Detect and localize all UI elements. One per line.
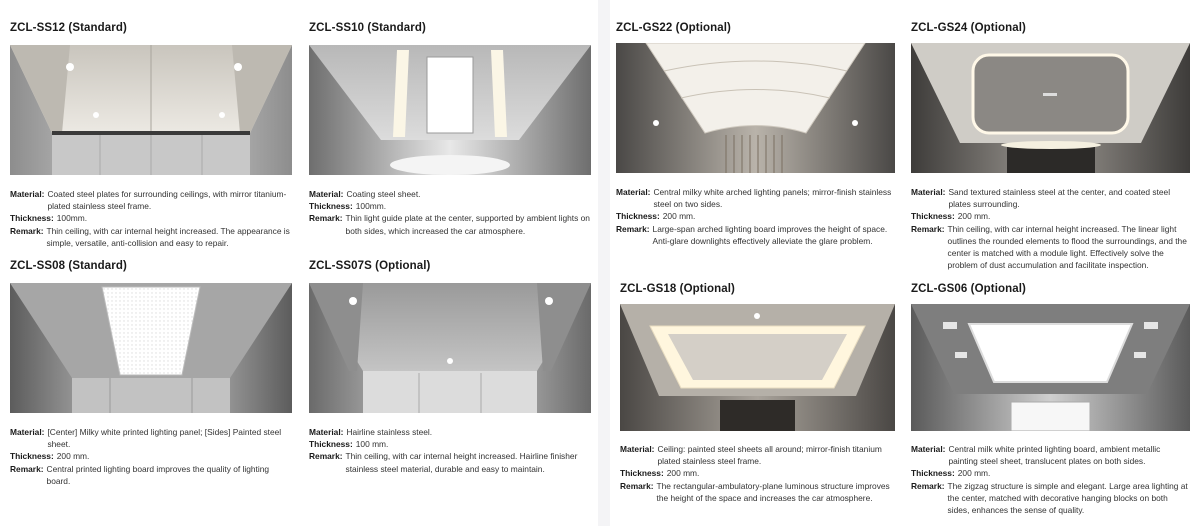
material-value: Coating steel sheet. [346, 189, 421, 199]
material-label: Material: [309, 189, 344, 199]
item-title: ZCL-GS24 (Optional) [911, 22, 1026, 34]
remark-value: Thin ceiling, with car internal height increased. The linear light outlines the rounded elements to flood the surroundings, and the center is matched with a module light. Effectively solve the problem of dust accumulation and facilitate inspection. [947, 223, 1187, 271]
remark-label: Remark: [309, 213, 343, 224]
material-label: Material: [911, 187, 946, 197]
thickness-value: 100mm. [355, 201, 387, 212]
thickness-label: Thickness: [616, 211, 660, 222]
thickness-label: Thickness: [10, 451, 54, 462]
thickness-label: Thickness: [309, 439, 353, 450]
item-spec-zcl-ss08 [10, 426, 292, 487]
ceiling-ss10-photo [309, 45, 591, 175]
ceiling-ss08-photo [10, 283, 292, 413]
remark-value: Central printed lighting board improves the quality of lighting board. [46, 463, 270, 486]
item-spec-zcl-gs24 [911, 186, 1191, 271]
remark-label: Remark: [616, 223, 650, 234]
catalog-item-zcl-ss08 [10, 258, 292, 274]
remark-label: Remark: [911, 223, 945, 234]
material-label: Material: [616, 187, 651, 197]
remark-label: Remark: [309, 451, 343, 462]
thickness-label: Thickness: [911, 211, 955, 222]
material-value: Ceiling: painted steel sheets all around; mirror-finish titanium plated stainless steel frame. [657, 444, 882, 467]
material-label: Material: [10, 427, 45, 437]
item-title: ZCL-SS12 (Standard) [10, 22, 127, 34]
thickness-label: Thickness: [10, 213, 54, 224]
material-value: Sand textured stainless steel at the center, and coated steel plates surrounding. [948, 187, 1171, 210]
remark-value: Large-span arched lighting board improves the height of space. Anti-glare downlights effectively alleviate the glare problem. [652, 223, 888, 246]
material-label: Material: [620, 444, 655, 454]
item-spec-zcl-ss10 [309, 188, 591, 237]
thickness-value: 200 mm. [666, 468, 700, 479]
ceiling-gs18-photo [620, 304, 895, 431]
material-label: Material: [10, 189, 45, 199]
thickness-value: 100 mm. [355, 439, 389, 450]
thickness-value: 200 mm. [957, 211, 991, 222]
catalog-item-zcl-gs22 [616, 20, 896, 36]
catalog-item-zcl-gs18 [620, 281, 895, 297]
ceiling-ss12-photo [10, 45, 292, 175]
catalog-item-zcl-gs24 [911, 20, 1191, 36]
catalog-item-zcl-ss12 [10, 20, 292, 36]
remark-value: Thin ceiling, with car internal height increased. Hairline finisher stainless steel material, durable and easy to maintain. [345, 451, 578, 474]
material-value: Hairline stainless steel. [346, 427, 433, 437]
item-title: ZCL-SS08 (Standard) [10, 260, 127, 272]
thickness-value: 200 mm. [662, 211, 696, 222]
item-spec-zcl-gs06 [911, 443, 1191, 516]
item-title: ZCL-SS10 (Standard) [309, 22, 426, 34]
item-title: ZCL-SS07S (Optional) [309, 260, 431, 272]
material-label: Material: [309, 427, 344, 437]
thickness-label: Thickness: [911, 468, 955, 479]
remark-value: Thin light guide plate at the center, supported by ambient lights on both sides, which increased the car atmosphere. [345, 213, 590, 236]
remark-value: The rectangular-ambulatory-plane luminous structure improves the height of the space and increases the car atmosphere. [656, 480, 890, 503]
catalog-item-zcl-ss10 [309, 20, 591, 36]
thickness-value: 200 mm. [56, 451, 90, 462]
item-spec-zcl-ss07s [309, 426, 591, 475]
thickness-value: 200 mm. [957, 468, 991, 479]
material-value: Central milky white arched lighting panels; mirror-finish stainless steel on two sides. [653, 187, 892, 210]
remark-value: The zigzag structure is simple and elegant. Large area lighting at the center, matched with decorative hanging blocks on both sides, enhances the sense of quality. [947, 480, 1188, 516]
ceiling-ss07s-photo [309, 283, 591, 413]
material-value: Coated steel plates for surrounding ceilings, with mirror titanium-plated stainless steel frame. [47, 189, 287, 212]
thickness-label: Thickness: [620, 468, 664, 479]
thickness-value: 100mm. [56, 213, 88, 224]
catalog-item-zcl-ss07s [309, 258, 591, 274]
item-spec-zcl-ss12 [10, 188, 292, 249]
item-spec-zcl-gs22 [616, 186, 896, 247]
remark-label: Remark: [10, 463, 44, 474]
ceiling-gs24-photo [911, 43, 1190, 173]
material-value: [Center] Milky white printed lighting panel; [Sides] Painted steel sheet. [47, 427, 282, 450]
ceiling-gs06-photo [911, 304, 1190, 431]
catalog-item-zcl-gs06 [911, 281, 1191, 297]
item-title: ZCL-GS18 (Optional) [620, 283, 735, 295]
item-title: ZCL-GS22 (Optional) [616, 22, 731, 34]
item-title: ZCL-GS06 (Optional) [911, 283, 1026, 295]
remark-label: Remark: [620, 480, 654, 491]
material-label: Material: [911, 444, 946, 454]
material-value: Central milk white printed lighting board, ambient metallic painting steel sheet, translucent plates on both sides. [948, 444, 1161, 467]
column-gutter [598, 0, 610, 526]
remark-label: Remark: [10, 225, 44, 236]
remark-value: Thin ceiling, with car internal height increased. The appearance is simple, versatile, anti-collision and easy to repair. [46, 225, 290, 248]
remark-label: Remark: [911, 480, 945, 491]
item-spec-zcl-gs18 [620, 443, 895, 504]
ceiling-gs22-photo [616, 43, 895, 173]
thickness-label: Thickness: [309, 201, 353, 212]
